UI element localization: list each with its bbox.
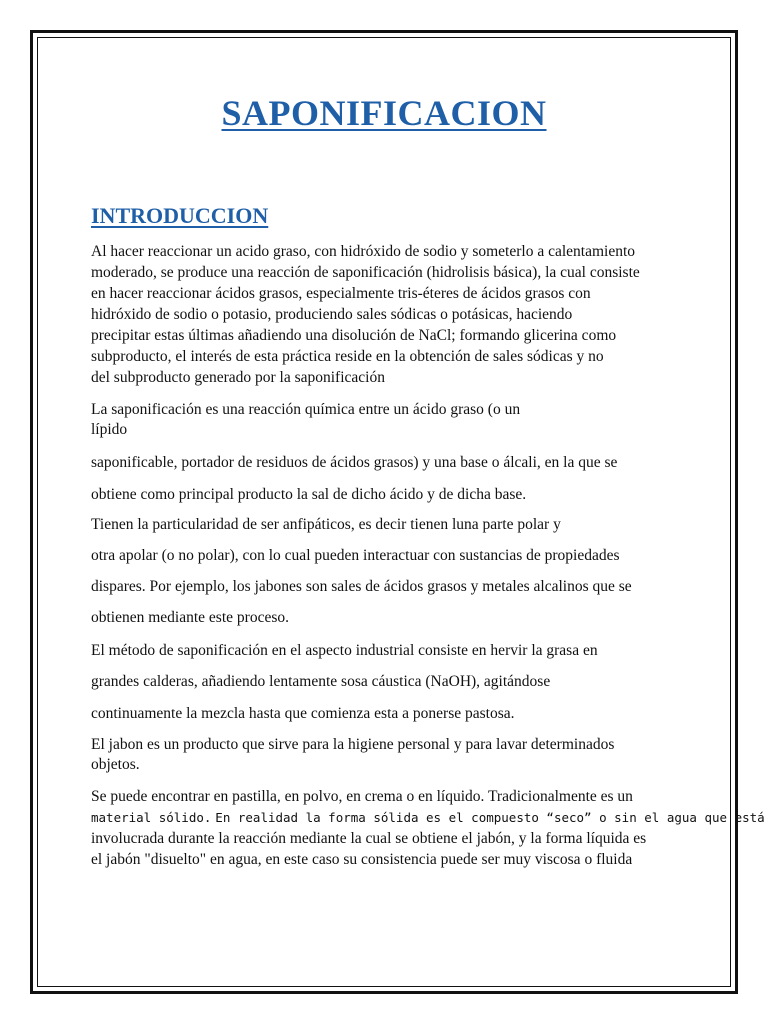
- section-heading-introduccion: INTRODUCCION: [91, 203, 269, 228]
- document-title: SAPONIFICACION: [221, 93, 547, 133]
- paragraph-3-line-2: grandes calderas, añadiendo lentamente sosa cáustica (NaOH), agitándose: [91, 673, 551, 690]
- paragraph-5-line-2-start: material sólido.: [91, 810, 212, 825]
- paragraph-2-line-6: otra apolar (o no polar), con lo cual pueden interactuar con sustancias de propiedades: [91, 547, 620, 564]
- paragraph-1-line-4: hidróxido de sodio o potasio, produciendo sales sódicas o potásicas, haciendo: [91, 306, 573, 323]
- paragraph-1-line-6: subproducto, el interés de esta práctica reside en la obtención de sales sódicas y no: [91, 348, 604, 365]
- paragraph-1-line-3: en hacer reaccionar ácidos grasos, especialmente tris-éteres de ácidos grasos con: [91, 285, 591, 302]
- paragraph-4-line-1: El jabon es un producto que sirve para la higiene personal y para lavar determinados: [91, 736, 615, 753]
- paragraph-1-line-1: Al hacer reaccionar un acido graso, con hidróxido de sodio y someterlo a calentamiento: [91, 243, 636, 260]
- paragraph-2-line-5: Tienen la particularidad de ser anfipáticos, es decir tienen luna parte polar y: [91, 516, 561, 533]
- paragraph-2-line-4: obtiene como principal producto la sal de dicho ácido y de dicha base.: [91, 486, 527, 503]
- paragraph-4-line-2: objetos.: [91, 756, 140, 773]
- paragraph-3-line-1: El método de saponificación en el aspecto industrial consiste en hervir la grasa en: [91, 642, 598, 659]
- paragraph-1-line-7: del subproducto generado por la saponificación: [91, 369, 385, 386]
- paragraph-1-line-2: moderado, se produce una reacción de saponificación (hidrolisis básica), la cual consiste: [91, 264, 640, 281]
- paragraph-2-line-3: saponificable, portador de residuos de ácidos grasos) y una base o álcali, en la que se: [91, 454, 618, 471]
- paragraph-2-line-1: La saponificación es una reacción química entre un ácido graso (o un: [91, 401, 521, 418]
- paragraph-2-line-2: lípido: [91, 421, 128, 438]
- paragraph-5-line-1: Se puede encontrar en pastilla, en polvo, en crema o en líquido. Tradicionalmente es un: [91, 788, 633, 805]
- paragraph-1-line-5: precipitar estas últimas añadiendo una disolución de NaCl; formando glicerina como: [91, 327, 617, 344]
- paragraph-3-line-3: continuamente la mezcla hasta que comienza esta a ponerse pastosa.: [91, 705, 515, 722]
- paragraph-5-line-2: [91, 808, 765, 828]
- paragraph-2-line-8: obtienen mediante este proceso.: [91, 609, 289, 626]
- paragraph-5-line-3: involucrada durante la reacción mediante la cual se obtiene el jabón, y la forma líquida es: [91, 830, 647, 847]
- paragraph-5-line-4: el jabón "disuelto" en agua, en este caso su consistencia puede ser muy viscosa o fluida: [91, 851, 633, 868]
- paragraph-2-line-7: dispares. Por ejemplo, los jabones son sales de ácidos grasos y metales alcalinos que se: [91, 578, 632, 595]
- paragraph-5-line-2-rest: En realidad la forma sólida es el compuesto “seco” o sin el agua que está: [215, 810, 765, 825]
